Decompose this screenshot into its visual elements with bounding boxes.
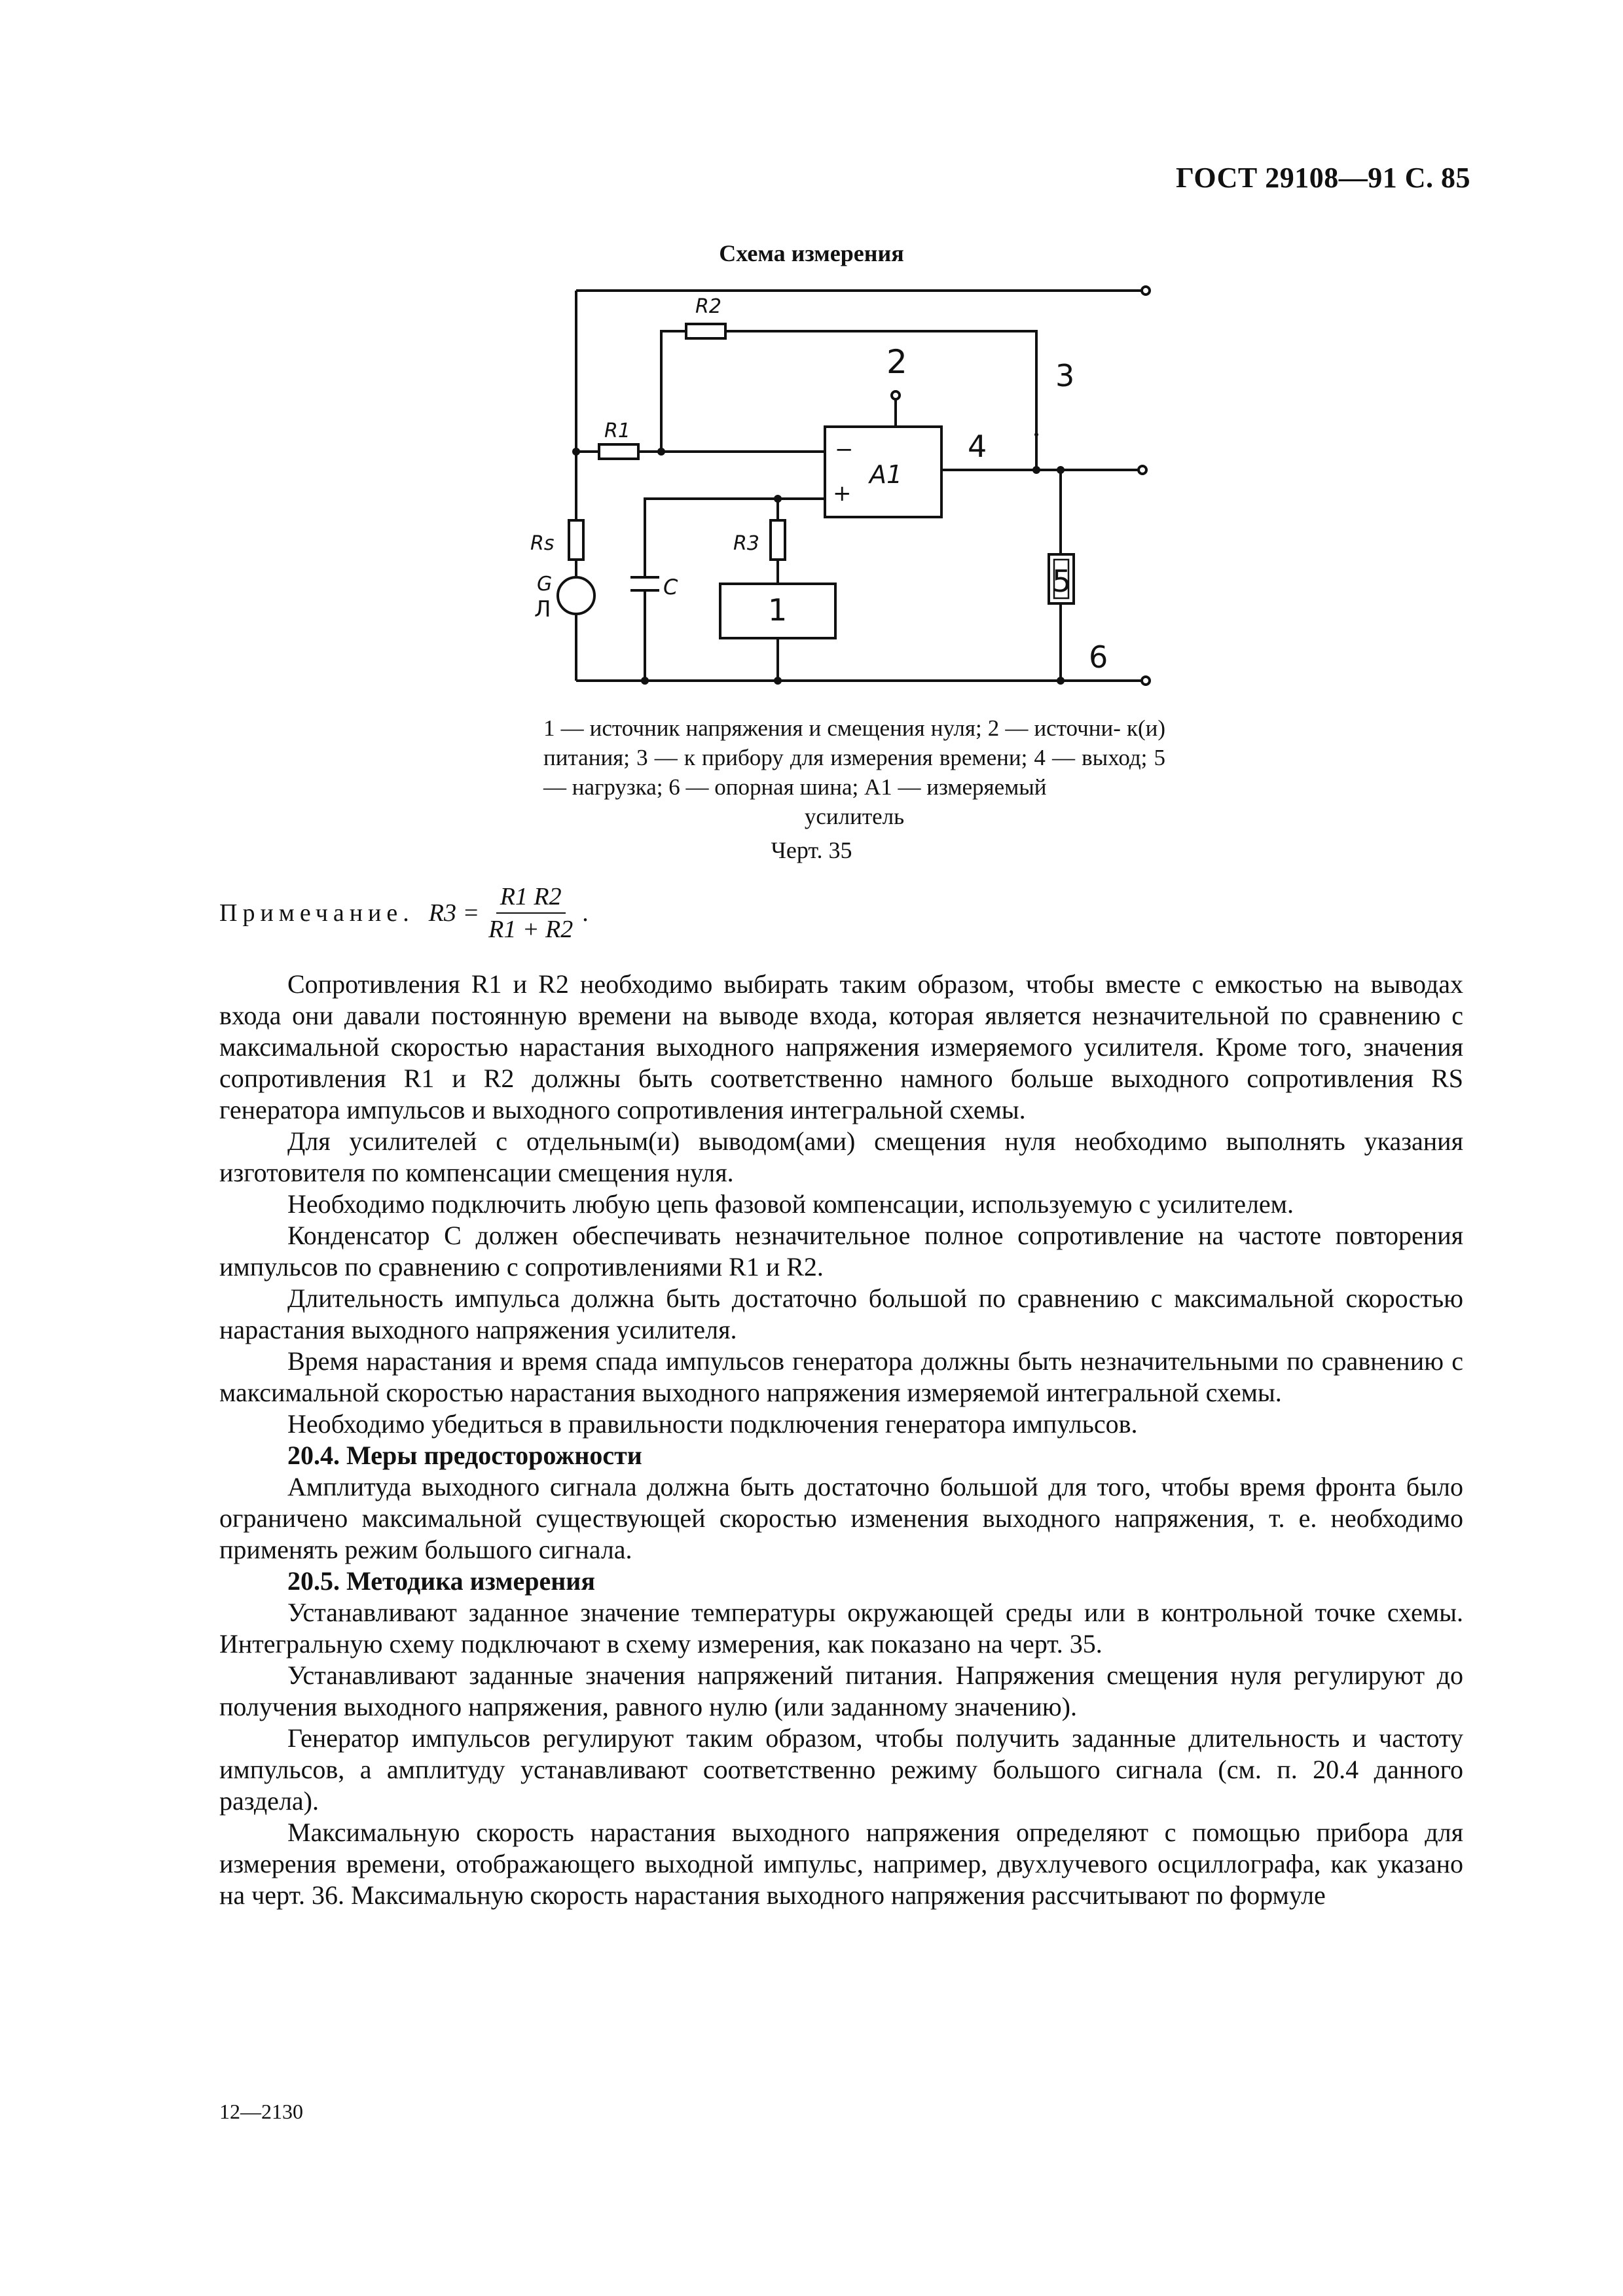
label-4: 4 — [968, 429, 987, 464]
label-5: 5 — [1052, 564, 1072, 599]
section-heading: 20.4. Меры предосторожности — [287, 1441, 642, 1470]
resistor-r2 — [686, 324, 725, 338]
terminal-bottom — [1142, 677, 1150, 685]
paragraph: Генератор импульсов регулируют таким образом, чтобы получить заданные длительность и частоту импульсов, а амплитуду устанавливают соответственно режиму большого сигнала (см. п. 20.4 данного раздела). — [219, 1723, 1463, 1816]
paragraph: Время нарастания и время спада импульсов генератора должны быть незначительными по сравнению с максимальной скоростью нарастания выходного напряжения измеряемой интегральной схемы. — [219, 1346, 1463, 1407]
formula-fraction — [484, 882, 577, 944]
junction-dot — [657, 448, 665, 456]
figure-caption: Черт. 35 — [771, 837, 852, 863]
formula-numerator: R1 R2 — [496, 882, 566, 914]
note-formula — [219, 882, 589, 944]
body-text — [219, 969, 1463, 1911]
paragraph: Конденсатор C должен обеспечивать незначительное полное сопротивление на частоте повторения импульсов по сравнению с сопротивлениями R1 и R2. — [219, 1221, 1463, 1282]
terminal-top — [1142, 287, 1150, 295]
paragraph: Сопротивления R1 и R2 необходимо выбирать таким образом, чтобы вместе с емкостью на выводах входа они давали постоянную времени на выводе входа, которая является незначительной по сравнению с максимальной скоростью нарастания выходного напряжения измеряемого усилителя. Кроме того, значения сопротивления R1 и R2 должны быть соответственно намного больше выходного сопротивления RS генератора импульсов и выходного сопротивления интегральной схемы. — [219, 969, 1463, 1124]
formula-end: . — [582, 899, 589, 927]
junction-dot — [1032, 466, 1040, 474]
label-plus: + — [833, 480, 852, 507]
junction-dot — [641, 677, 649, 685]
paragraph: Амплитуда выходного сигнала должна быть достаточно большой для того, чтобы время фронта было ограничено максимальной существующей скоростью изменения выходного напряжения, т. е. необходимо применять режим большого сигнала. — [219, 1472, 1463, 1564]
capacitor-c — [630, 577, 659, 590]
section-heading: 20.5. Методика измерения — [287, 1566, 595, 1596]
paragraph: Для усилителей с отдельным(и) выводом(ами) смещения нуля необходимо выполнять указания изготовителя по компенсации смещения нуля. — [219, 1126, 1463, 1187]
paragraph: Необходимо подключить любую цепь фазовой компенсации, используемую с усилителем. — [287, 1189, 1294, 1219]
label-r1: R1 — [604, 420, 630, 442]
junction-dot — [572, 448, 580, 456]
resistor-r1 — [599, 444, 638, 459]
label-rs: Rs — [530, 532, 555, 555]
page-header: ГОСТ 29108—91 С. 85 — [1175, 162, 1470, 194]
legend-line: 1 — источник напряжения и смещения нуля; 2 — источни- — [543, 715, 1121, 741]
label-r2: R2 — [695, 295, 721, 318]
paragraph: Длительность импульса должна быть достаточно большой по сравнению с максимальной скоростью нарастания выходного напряжения усилителя. — [219, 1283, 1463, 1344]
legend-line: усилитель — [804, 804, 905, 829]
paragraph: Устанавливают заданное значение температуры окружающей среды или в контрольной точке схемы. Интегральную схему подключают в схему измерения, как показано на черт. 35. — [219, 1598, 1463, 1659]
pulse-generator — [558, 577, 594, 614]
resistor-r3 — [771, 520, 785, 560]
junction-dot — [774, 495, 782, 503]
terminal-supply — [892, 391, 900, 399]
page-footer-code: 12—2130 — [219, 2100, 303, 2123]
junction-dot — [1057, 466, 1065, 474]
junction-dot — [1034, 433, 1038, 437]
label-3: 3 — [1055, 358, 1075, 393]
label-1: 1 — [768, 592, 788, 628]
label-minus: − — [835, 437, 854, 463]
figure-title: Схема измерения — [719, 240, 904, 266]
note-lhs: R3 = — [428, 899, 480, 927]
paragraph: Устанавливают заданные значения напряжений питания. Напряжения смещения нуля регулируют до получения выходного напряжения, равного нулю (или заданному значению). — [219, 1660, 1463, 1721]
label-c: C — [663, 575, 678, 600]
legend-line: выход; 5 — нагрузка; 6 — опорная шина; A1 — измеряемый — [543, 745, 1166, 800]
formula-denominator: R1 + R2 — [488, 916, 574, 943]
label-g: G — [537, 573, 553, 596]
paragraph: Максимальную скорость нарастания выходного напряжения определяют с помощью прибора для измерения времени, отображающего выходной импульс, например, двухлучевого осциллографа, как указано на черт. 36. Максимальную скорость нарастания выходного напряжения рассчитывают по формуле — [219, 1818, 1463, 1910]
label-6: 6 — [1089, 639, 1108, 675]
label-r3: R3 — [733, 532, 759, 555]
junction-dot — [1057, 677, 1065, 685]
resistor-rs — [569, 520, 583, 560]
terminal-output — [1139, 466, 1146, 474]
note-label: Примечание. — [219, 899, 414, 927]
label-a1: A1 — [869, 460, 903, 489]
label-pulse: Л — [534, 596, 551, 622]
legend-line: к(и) питания; 3 — к прибору для измерения времени; 4 — — [543, 715, 1165, 770]
label-2: 2 — [886, 343, 907, 381]
circuit-diagram — [504, 275, 1172, 707]
figure-legend — [543, 713, 1165, 831]
junction-dot — [774, 677, 782, 685]
paragraph: Необходимо убедиться в правильности подключения генератора импульсов. — [287, 1409, 1138, 1439]
